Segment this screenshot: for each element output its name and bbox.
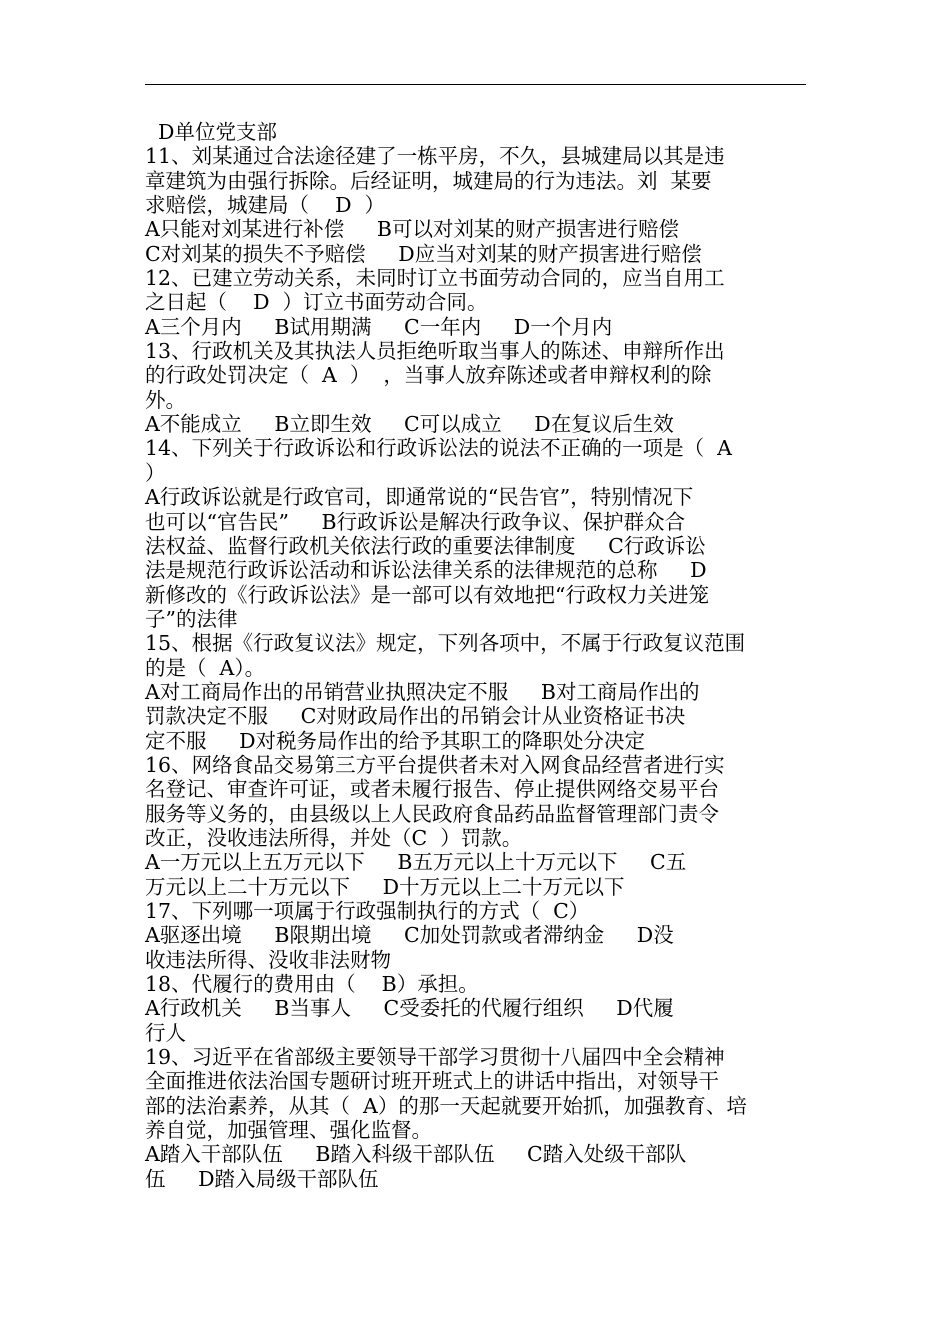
text-line: A踏入干部队伍 B踏入科级干部队伍 C踏入处级干部队 — [145, 1142, 687, 1167]
text-line: 定不服 D对税务局作出的给予其职工的降职处分决定 — [145, 728, 646, 753]
text-line: 行人 — [145, 1020, 186, 1045]
document-body — [145, 120, 810, 1191]
text-line: 19、习近平在省部级主要领导干部学习贯彻十八届四中全会精神 — [145, 1045, 725, 1070]
text-line: 全面推进依法治国专题研讨班开班式上的讲话中指出，对领导干 — [145, 1069, 719, 1094]
text-line: A对工商局作出的吊销营业执照决定不服 B对工商局作出的 — [145, 679, 700, 704]
text-line: 罚款决定不服 C对财政局作出的吊销会计从业资格证书决 — [145, 704, 686, 729]
text-line: 的行政处罚决定（ A ） ，当事人放弃陈述或者申辩权利的除 — [145, 363, 712, 388]
text-line: 14、下列关于行政诉讼和行政诉讼法的说法不正确的一项是（ A — [145, 436, 732, 461]
text-line: 17、下列哪一项属于行政强制执行的方式（ C） — [145, 899, 590, 923]
text-line: 也可以“官告民” B行政诉讼是解决行政争议、保护群众合 — [145, 509, 686, 534]
text-line: A不能成立 B立即生效 C可以成立 D在复议后生效 — [145, 412, 674, 437]
text-line: 万元以上二十万元以下 D十万元以上二十万元以下 — [145, 874, 625, 899]
text-line: D单位党支部 — [145, 120, 277, 144]
text-line: 改正，没收违法所得，并处（C ）罚款。 — [145, 825, 523, 850]
text-line: 法权益、监督行政机关依法行政的重要法律制度 C行政诉讼 — [145, 533, 706, 558]
text-line: A一万元以上五万元以下 B五万元以上十万元以下 C五 — [145, 850, 687, 875]
text-line: 名登记、审查许可证，或者未履行报告、停止提供网络交易平台 — [145, 777, 719, 802]
text-line: 16、网络食品交易第三方平台提供者未对入网食品经营者进行实 — [145, 752, 725, 777]
text-line: 13、行政机关及其执法人员拒绝听取当事人的陈述、申辩所作出 — [145, 339, 725, 364]
text-line: 11、刘某通过合法途径建了一栋平房，不久，县城建局以其是违 — [145, 144, 725, 169]
header-rule — [145, 84, 806, 85]
text-line: 求赔偿，城建局（ D ） — [145, 193, 386, 218]
text-line: ） — [145, 460, 166, 485]
text-line: 12、已建立劳动关系，未同时订立书面劳动合同的，应当自用工 — [145, 266, 725, 291]
text-line: C对刘某的损失不予赔偿 D应当对刘某的财产损害进行赔偿 — [145, 241, 702, 266]
text-line: A行政诉讼就是行政官司，即通常说的“民告官”，特别情况下 — [145, 485, 694, 510]
text-line: 法是规范行政诉讼活动和诉讼法律关系的法律规范的总称 D — [145, 558, 707, 583]
text-line: 服务等义务的，由县级以上人民政府食品药品监督管理部门责令 — [145, 801, 719, 826]
text-line: 的是（ A）。 — [145, 655, 266, 680]
text-line: A驱逐出境 B限期出境 C加处罚款或者滞纳金 D没 — [145, 923, 674, 948]
text-line: 15、根据《行政复议法》规定，下列各项中，不属于行政复议范围 — [145, 631, 746, 656]
text-line: 收违法所得、没收非法财物 — [145, 947, 391, 972]
text-line: A只能对刘某进行补偿 B可以对刘某的财产损害进行赔偿 — [145, 217, 679, 242]
text-line: 新修改的《行政诉讼法》是一部可以有效地把“行政权力关进笼 — [145, 582, 709, 607]
text-line: 18、代履行的费用由（ B）承担。 — [145, 972, 479, 997]
text-line: 伍 D踏入局级干部队伍 — [145, 1166, 379, 1191]
text-line: 章建筑为由强行拆除。后经证明，城建局的行为违法。刘 某要 — [145, 168, 712, 193]
text-line: 之日起（ D ）订立书面劳动合同。 — [145, 290, 488, 315]
text-line: 外。 — [145, 387, 186, 412]
text-line: 部的法治素养，从其（ A）的那一天起就要开始抓，加强教育、培 — [145, 1093, 747, 1118]
text-line: A行政机关 B当事人 C受委托的代履行组织 D代履 — [145, 996, 674, 1021]
text-line: 养自觉，加强管理、强化监督。 — [145, 1118, 432, 1143]
text-line: 子”的法律 — [145, 606, 238, 631]
text-line: A三个月内 B试用期满 C一年内 D一个月内 — [145, 314, 613, 339]
